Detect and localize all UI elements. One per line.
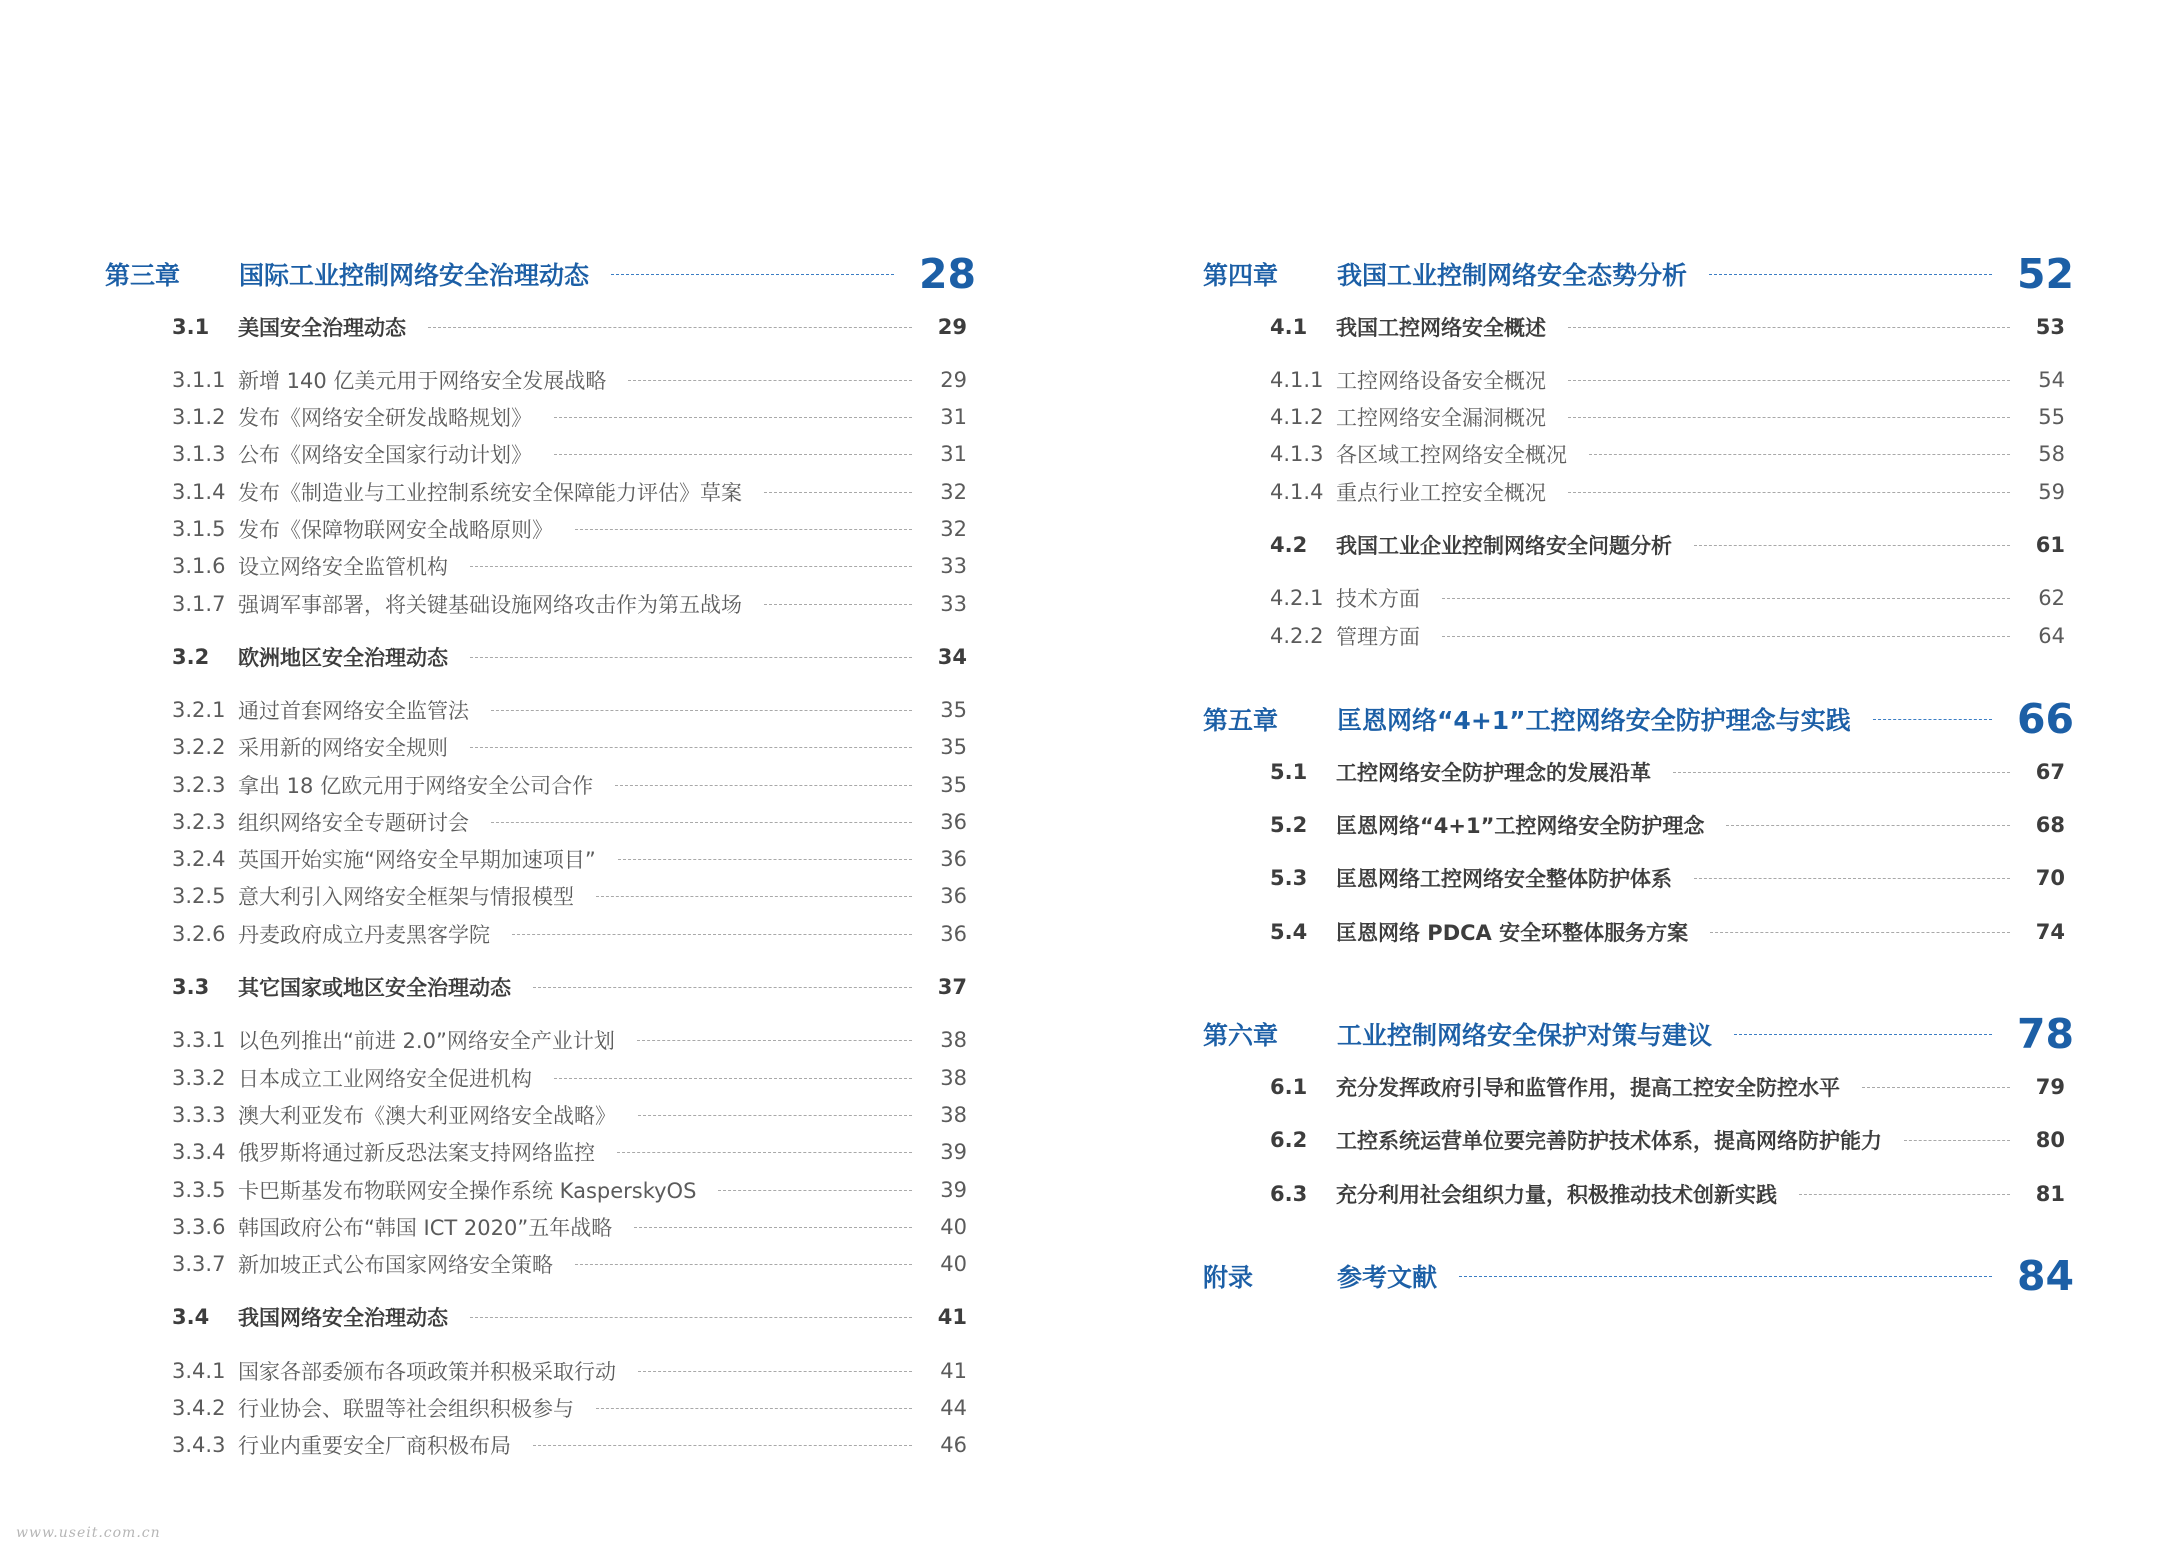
toc-entry-page-number: 38 (940, 1028, 967, 1052)
toc-entry-page-number: 80 (2035, 1128, 2065, 1152)
toc-entry-title: 设立网络安全监管机构 (238, 555, 448, 579)
toc-entry-title: 工业控制网络安全保护对策与建议 (1337, 1021, 1713, 1050)
dotted-leader (1568, 492, 2010, 493)
dotted-leader (638, 1371, 912, 1372)
toc-entry-number: 5.3 (1270, 866, 1308, 890)
toc-entry-page-number: 55 (2038, 405, 2065, 429)
dotted-leader (491, 710, 912, 711)
toc-sub-entry[interactable] (105, 1207, 967, 1247)
toc-entry-page-number: 37 (937, 975, 967, 999)
toc-entry-title: 充分发挥政府引导和监管作用，提高工控安全防控水平 (1336, 1076, 1840, 1100)
toc-entry-page-number: 28 (919, 250, 977, 298)
toc-entry-page-number: 62 (2038, 586, 2065, 610)
toc-entry-title: 我国网络安全治理动态 (238, 1306, 448, 1330)
toc-entry-number: 3.2.4 (172, 847, 226, 871)
dotted-leader (575, 529, 912, 530)
toc-sub-entry[interactable] (105, 765, 967, 805)
toc-sub-entry[interactable] (1203, 360, 2065, 400)
toc-entry-number: 3.1.2 (172, 405, 226, 429)
toc-entry-page-number: 79 (2035, 1075, 2065, 1099)
toc-sub-entry[interactable] (105, 397, 967, 437)
toc-sub-entry[interactable] (105, 1020, 967, 1060)
toc-entry-page-number: 46 (940, 1433, 967, 1457)
toc-entry-page-number: 59 (2038, 480, 2065, 504)
toc-entry-number: 3.1 (172, 315, 210, 339)
dotted-leader (575, 1264, 912, 1265)
toc-entry-title: 强调军事部署，将关键基础设施网络攻击作为第五战场 (238, 593, 742, 617)
toc-entry-page-number: 36 (940, 884, 967, 908)
dotted-leader (628, 380, 912, 381)
toc-sub-entry[interactable] (105, 876, 967, 916)
toc-entry-title: 卡巴斯基发布物联网安全操作系统 KasperskyOS (238, 1179, 697, 1203)
toc-sub-entry[interactable] (105, 1425, 967, 1465)
dotted-leader (596, 896, 912, 897)
dotted-leader (596, 1408, 912, 1409)
toc-entry-number: 3.4.1 (172, 1359, 226, 1383)
toc-entry-title: 行业内重要安全厂商积极布局 (238, 1434, 511, 1458)
toc-entry-title: 各区域工控网络安全概况 (1336, 443, 1567, 467)
dotted-leader (617, 1152, 912, 1153)
toc-sub-entry[interactable] (105, 1170, 967, 1210)
toc-section-entry[interactable] (1203, 912, 2065, 952)
toc-section-entry[interactable] (1203, 525, 2065, 565)
toc-entry-page-number: 38 (940, 1066, 967, 1090)
toc-sub-entry[interactable] (105, 690, 967, 730)
dotted-leader (1904, 1140, 2010, 1141)
dotted-leader (638, 1115, 912, 1116)
toc-section-entry[interactable] (105, 1297, 967, 1337)
toc-entry-number: 4.2 (1270, 533, 1308, 557)
dotted-leader (470, 747, 912, 748)
toc-entry-page-number: 78 (2017, 1010, 2075, 1058)
toc-sub-entry[interactable] (105, 1351, 967, 1391)
dotted-leader (1799, 1194, 2010, 1195)
dotted-leader (611, 274, 894, 275)
toc-entry-title: 韩国政府公布“韩国 ICT 2020”五年战略 (238, 1216, 613, 1240)
toc-sub-entry[interactable] (105, 1058, 967, 1098)
toc-entry-number: 6.2 (1270, 1128, 1308, 1152)
toc-entry-page-number: 61 (2035, 533, 2065, 557)
toc-sub-entry[interactable] (105, 1132, 967, 1172)
toc-entry-page-number: 36 (940, 810, 967, 834)
toc-sub-entry[interactable] (1203, 616, 2065, 656)
toc-entry-number: 5.4 (1270, 920, 1308, 944)
dotted-leader (470, 657, 912, 658)
toc-section-entry[interactable] (1203, 805, 2065, 845)
toc-entry-number: 6.3 (1270, 1182, 1308, 1206)
toc-entry-title: 发布《制造业与工业控制系统安全保障能力评估》草案 (238, 481, 742, 505)
toc-entry-title: 我国工控网络安全概述 (1336, 316, 1546, 340)
toc-entry-number: 3.2.5 (172, 884, 226, 908)
toc-chapter-entry[interactable] (1203, 250, 2075, 298)
dotted-leader (491, 822, 912, 823)
toc-entry-page-number: 35 (940, 735, 967, 759)
toc-sub-entry[interactable] (105, 802, 967, 842)
dotted-leader (764, 492, 912, 493)
dotted-leader (1568, 380, 2010, 381)
toc-entry-title: 充分利用社会组织力量，积极推动技术创新实践 (1336, 1183, 1777, 1207)
toc-entry-page-number: 64 (2038, 624, 2065, 648)
toc-entry-number: 3.2.1 (172, 698, 226, 722)
toc-entry-page-number: 41 (937, 1305, 967, 1329)
toc-entry-page-number: 39 (940, 1140, 967, 1164)
toc-entry-number: 6.1 (1270, 1075, 1308, 1099)
toc-entry-number: 3.1.3 (172, 442, 226, 466)
toc-entry-number: 3.2.3 (172, 810, 226, 834)
dotted-leader (533, 1445, 912, 1446)
dotted-leader (1589, 454, 2010, 455)
toc-entry-page-number: 33 (940, 592, 967, 616)
toc-entry-title: 我国工业企业控制网络安全问题分析 (1336, 534, 1672, 558)
toc-chapter-entry[interactable] (1203, 695, 2075, 743)
toc-entry-number: 3.3.2 (172, 1066, 226, 1090)
toc-entry-page-number: 31 (940, 442, 967, 466)
dotted-leader (1459, 1276, 1992, 1277)
toc-entry-title: 通过首套网络安全监管法 (238, 699, 469, 723)
toc-entry-number: 3.1.7 (172, 592, 226, 616)
toc-sub-entry[interactable] (105, 914, 967, 954)
dotted-leader (1862, 1087, 2010, 1088)
toc-entry-page-number: 34 (937, 645, 967, 669)
dotted-leader (718, 1190, 912, 1191)
toc-entry-number: 第六章 (1203, 1021, 1279, 1050)
toc-sub-entry[interactable] (1203, 472, 2065, 512)
toc-entry-number: 3.3.4 (172, 1140, 226, 1164)
toc-entry-page-number: 39 (940, 1178, 967, 1202)
toc-entry-number: 4.1 (1270, 315, 1308, 339)
toc-entry-number: 3.1.4 (172, 480, 226, 504)
toc-entry-number: 4.1.4 (1270, 480, 1324, 504)
toc-sub-entry[interactable] (105, 1095, 967, 1135)
toc-entry-title: 美国安全治理动态 (238, 316, 406, 340)
toc-entry-page-number: 29 (940, 368, 967, 392)
toc-entry-number: 第五章 (1203, 706, 1279, 735)
toc-sub-entry[interactable] (105, 1244, 967, 1284)
toc-entry-page-number: 84 (2017, 1252, 2075, 1300)
toc-entry-page-number: 35 (940, 698, 967, 722)
toc-entry-page-number: 32 (940, 480, 967, 504)
toc-sub-entry[interactable] (105, 584, 967, 624)
toc-section-entry[interactable] (1203, 1067, 2065, 1107)
toc-entry-number: 4.1.1 (1270, 368, 1324, 392)
watermark: www.useit.com.cn (16, 1525, 161, 1541)
toc-entry-page-number: 36 (940, 922, 967, 946)
toc-entry-title: 工控网络安全漏洞概况 (1336, 406, 1546, 430)
dotted-leader (764, 604, 912, 605)
dotted-leader (1710, 932, 2010, 933)
toc-entry-page-number: 31 (940, 405, 967, 429)
toc-entry-number: 3.1.1 (172, 368, 226, 392)
toc-sub-entry[interactable] (1203, 578, 2065, 618)
toc-entry-number: 3.2.2 (172, 735, 226, 759)
dotted-leader (1873, 719, 1992, 720)
dotted-leader (615, 785, 912, 786)
toc-section-entry[interactable] (105, 637, 967, 677)
toc-entry-title: 组织网络安全专题研讨会 (238, 811, 469, 835)
toc-entry-number: 4.2.2 (1270, 624, 1324, 648)
toc-entry-title: 国家各部委颁布各项政策并积极采取行动 (238, 1360, 616, 1384)
dotted-leader (1442, 598, 2010, 599)
toc-entry-title: 重点行业工控安全概况 (1336, 481, 1546, 505)
toc-entry-number: 3.3.7 (172, 1252, 226, 1276)
toc-entry-page-number: 66 (2017, 695, 2075, 743)
toc-entry-number: 3.1.5 (172, 517, 226, 541)
toc-entry-title: 参考文献 (1337, 1263, 1438, 1292)
toc-sub-entry[interactable] (105, 360, 967, 400)
toc-entry-title: 管理方面 (1336, 625, 1420, 649)
toc-entry-title: 技术方面 (1336, 587, 1420, 611)
toc-entry-page-number: 52 (2017, 250, 2075, 298)
toc-chapter-entry[interactable] (1203, 1252, 2075, 1300)
toc-entry-title: 澳大利亚发布《澳大利亚网络安全战略》 (238, 1104, 616, 1128)
toc-entry-page-number: 33 (940, 554, 967, 578)
toc-entry-number: 附录 (1203, 1263, 1254, 1292)
dotted-leader (618, 859, 912, 860)
toc-chapter-entry[interactable] (1203, 1010, 2075, 1058)
toc-entry-page-number: 41 (940, 1359, 967, 1383)
toc-entry-number: 3.2.6 (172, 922, 226, 946)
dotted-leader (428, 327, 912, 328)
toc-entry-number: 3.4.3 (172, 1433, 226, 1457)
toc-entry-number: 3.3.1 (172, 1028, 226, 1052)
toc-entry-number: 3.3 (172, 975, 210, 999)
toc-entry-title: 匡恩网络“4+1”工控网络安全防护理念与实践 (1337, 706, 1851, 735)
toc-sub-entry[interactable] (105, 472, 967, 512)
toc-entry-page-number: 74 (2035, 920, 2065, 944)
toc-sub-entry[interactable] (105, 1388, 967, 1428)
toc-entry-title: 发布《网络安全研发战略规划》 (238, 406, 532, 430)
toc-sub-entry[interactable] (105, 839, 967, 879)
toc-entry-page-number: 70 (2035, 866, 2065, 890)
toc-entry-title: 我国工业控制网络安全态势分析 (1337, 261, 1688, 290)
toc-entry-number: 3.4.2 (172, 1396, 226, 1420)
toc-section-entry[interactable] (1203, 858, 2065, 898)
toc-entry-page-number: 35 (940, 773, 967, 797)
toc-entry-number: 4.1.3 (1270, 442, 1324, 466)
toc-entry-title: 以色列推出“前进 2.0”网络安全产业计划 (238, 1029, 615, 1053)
toc-sub-entry[interactable] (105, 546, 967, 586)
toc-entry-number: 3.3.3 (172, 1103, 226, 1127)
toc-section-entry[interactable] (1203, 752, 2065, 792)
toc-entry-title: 工控系统运营单位要完善防护技术体系，提高网络防护能力 (1336, 1129, 1882, 1153)
dotted-leader (512, 934, 912, 935)
toc-sub-entry[interactable] (105, 727, 967, 767)
toc-entry-number: 3.2 (172, 645, 210, 669)
dotted-leader (1442, 636, 2010, 637)
toc-entry-title: 匡恩网络 PDCA 安全环整体服务方案 (1336, 921, 1689, 945)
toc-entry-number: 4.1.2 (1270, 405, 1324, 429)
toc-entry-title: 工控网络安全防护理念的发展沿革 (1336, 761, 1651, 785)
dotted-leader (554, 454, 912, 455)
toc-entry-title: 日本成立工业网络安全促进机构 (238, 1067, 532, 1091)
toc-entry-number: 3.3.6 (172, 1215, 226, 1239)
dotted-leader (634, 1227, 912, 1228)
toc-entry-title: 匡恩网络工控网络安全整体防护体系 (1336, 867, 1672, 891)
toc-entry-number: 3.1.6 (172, 554, 226, 578)
toc-entry-title: 国际工业控制网络安全治理动态 (239, 261, 590, 290)
toc-entry-number: 第四章 (1203, 261, 1279, 290)
toc-entry-title: 新增 140 亿美元用于网络安全发展战略 (238, 369, 607, 393)
toc-entry-number: 3.2.3 (172, 773, 226, 797)
toc-entry-title: 公布《网络安全国家行动计划》 (238, 443, 532, 467)
dotted-leader (1673, 772, 2010, 773)
dotted-leader (1694, 878, 2010, 879)
toc-chapter-entry[interactable] (105, 250, 977, 298)
toc-entry-title: 英国开始实施“网络安全早期加速项目” (238, 848, 596, 872)
toc-entry-title: 采用新的网络安全规则 (238, 736, 448, 760)
toc-entry-page-number: 58 (2038, 442, 2065, 466)
toc-entry-title: 俄罗斯将通过新反恐法案支持网络监控 (238, 1141, 595, 1165)
dotted-leader (1568, 417, 2010, 418)
toc-section-entry[interactable] (1203, 1120, 2065, 1160)
toc-entry-page-number: 53 (2035, 315, 2065, 339)
toc-entry-number: 5.2 (1270, 813, 1308, 837)
toc-entry-title: 行业协会、联盟等社会组织积极参与 (238, 1397, 574, 1421)
toc-entry-page-number: 40 (940, 1252, 967, 1276)
toc-section-entry[interactable] (1203, 307, 2065, 347)
toc-entry-title: 其它国家或地区安全治理动态 (238, 976, 511, 1000)
toc-entry-title: 丹麦政府成立丹麦黑客学院 (238, 923, 490, 947)
dotted-leader (1734, 1034, 1992, 1035)
dotted-leader (1709, 274, 1992, 275)
toc-entry-title: 拿出 18 亿欧元用于网络安全公司合作 (238, 774, 594, 798)
toc-entry-number: 5.1 (1270, 760, 1308, 784)
toc-sub-entry[interactable] (1203, 397, 2065, 437)
toc-entry-title: 工控网络设备安全概况 (1336, 369, 1546, 393)
toc-entry-title: 发布《保障物联网安全战略原则》 (238, 518, 553, 542)
toc-sub-entry[interactable] (1203, 434, 2065, 474)
toc-entry-page-number: 68 (2035, 813, 2065, 837)
toc-section-entry[interactable] (105, 967, 967, 1007)
dotted-leader (1726, 825, 2010, 826)
toc-sub-entry[interactable] (105, 509, 967, 549)
toc-entry-title: 匡恩网络“4+1”工控网络安全防护理念 (1336, 814, 1705, 838)
toc-entry-page-number: 29 (937, 315, 967, 339)
toc-entry-title: 意大利引入网络安全框架与情报模型 (238, 885, 574, 909)
toc-entry-page-number: 38 (940, 1103, 967, 1127)
toc-section-entry[interactable] (1203, 1174, 2065, 1214)
toc-entry-page-number: 36 (940, 847, 967, 871)
toc-entry-page-number: 54 (2038, 368, 2065, 392)
dotted-leader (470, 566, 912, 567)
toc-section-entry[interactable] (105, 307, 967, 347)
toc-entry-number: 3.4 (172, 1305, 210, 1329)
dotted-leader (1568, 327, 2010, 328)
toc-entry-number: 3.3.5 (172, 1178, 226, 1202)
toc-entry-number: 4.2.1 (1270, 586, 1324, 610)
dotted-leader (637, 1040, 912, 1041)
dotted-leader (1694, 545, 2010, 546)
dotted-leader (554, 417, 912, 418)
dotted-leader (554, 1078, 912, 1079)
toc-entry-number: 第三章 (105, 261, 181, 290)
toc-entry-page-number: 32 (940, 517, 967, 541)
toc-entry-title: 欧洲地区安全治理动态 (238, 646, 448, 670)
dotted-leader (533, 987, 912, 988)
toc-entry-page-number: 40 (940, 1215, 967, 1239)
toc-entry-page-number: 67 (2035, 760, 2065, 784)
toc-entry-page-number: 81 (2035, 1182, 2065, 1206)
toc-entry-title: 新加坡正式公布国家网络安全策略 (238, 1253, 553, 1277)
toc-sub-entry[interactable] (105, 434, 967, 474)
toc-entry-page-number: 44 (940, 1396, 967, 1420)
dotted-leader (470, 1317, 912, 1318)
